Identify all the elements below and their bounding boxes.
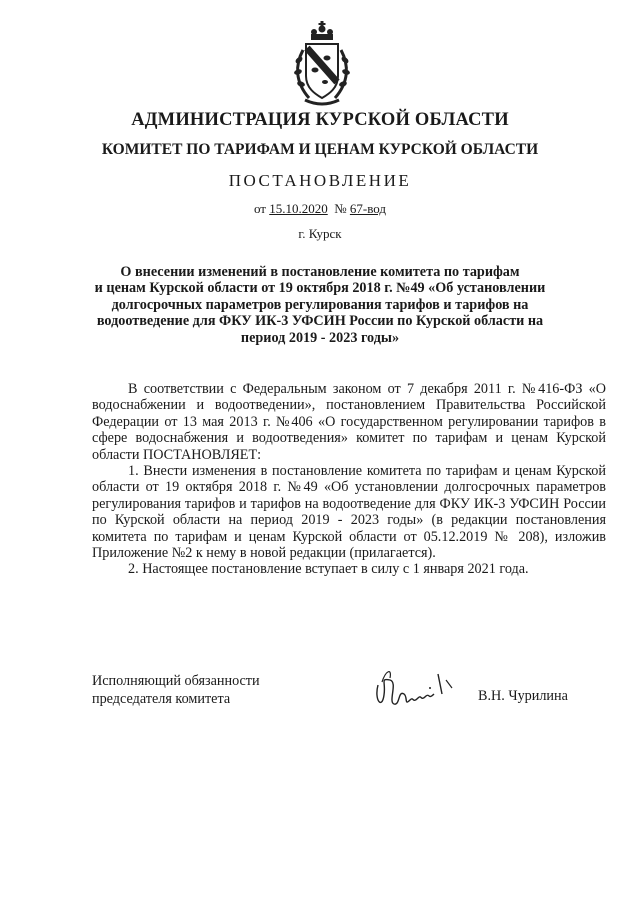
document-number: 67-вод: [349, 201, 387, 216]
title-line: и ценам Курской области от 19 октября 2018 г. №49 «Об установлении: [94, 280, 546, 297]
organization-heading: АДМИНИСТРАЦИЯ КУРСКОЙ ОБЛАСТИ: [131, 110, 509, 130]
signatory-position: [92, 672, 260, 708]
document-type: ПОСТАНОВЛЕНИЕ: [228, 171, 412, 190]
document-date: 15.10.2020: [269, 201, 328, 216]
title-line: О внесении изменений в постановление комитета по тарифам: [120, 264, 520, 280]
document-title: [70, 264, 570, 346]
title-line: долгосрочных параметров регулирования тарифов и тарифов на: [111, 296, 529, 313]
resolution-item-2: 2. Настоящее постановление вступает в силу с 1 января 2021 года.: [128, 561, 529, 578]
title-line: период 2019 - 2023 годы»: [240, 329, 400, 346]
signatory-name: В.Н. Чурилина: [478, 688, 568, 704]
position-line: Исполняющий обязанности: [92, 673, 260, 689]
document-body: [92, 381, 606, 578]
city: г. Курск: [298, 226, 342, 241]
title-line: водоотведение для ФКУ ИК-3 УФСИН России по Курской области на: [96, 313, 544, 330]
position-line: председателя комитета: [92, 691, 231, 707]
resolution-item-1: 1. Внести изменения в постановление комитета по тарифам и ценам Курской области от 19 октября 2018 г. №49 «Об установлении долгосрочных параметров регулирования тарифов и тарифов на водоотведение для ФКУ ИК-3 УФСИН России по Курской области на период 2019 - 2023 годы» (в редакции постановления комитета по тарифам и ценам Курской области от 05.12.2019 № 208), изложив Приложение №2 к нему в новой редакции (прилагается).: [92, 463, 606, 562]
number-prefix: №: [334, 201, 347, 216]
preamble-paragraph: В соответствии с Федеральным законом от 7 декабря 2011 г. №416-ФЗ «О водоснабжении и водоотведении», постановлением Правительства Российской Федерации от 13 мая 2013 г. №406 «О государственном регулировании тарифов в сфере водоснабжения и водоотведения» комитет по тарифам и ценам Курской области ПОСТАНОВЛЯЕТ:: [92, 381, 606, 463]
coat-of-arms-emblem: [291, 20, 353, 110]
date-prefix: от: [253, 201, 266, 216]
handwritten-signature: [368, 660, 468, 720]
committee-heading: КОМИТЕТ ПО ТАРИФАМ И ЦЕНАМ КУРСКОЙ ОБЛАСТИ: [101, 141, 539, 158]
document-date-line: [0, 201, 640, 217]
